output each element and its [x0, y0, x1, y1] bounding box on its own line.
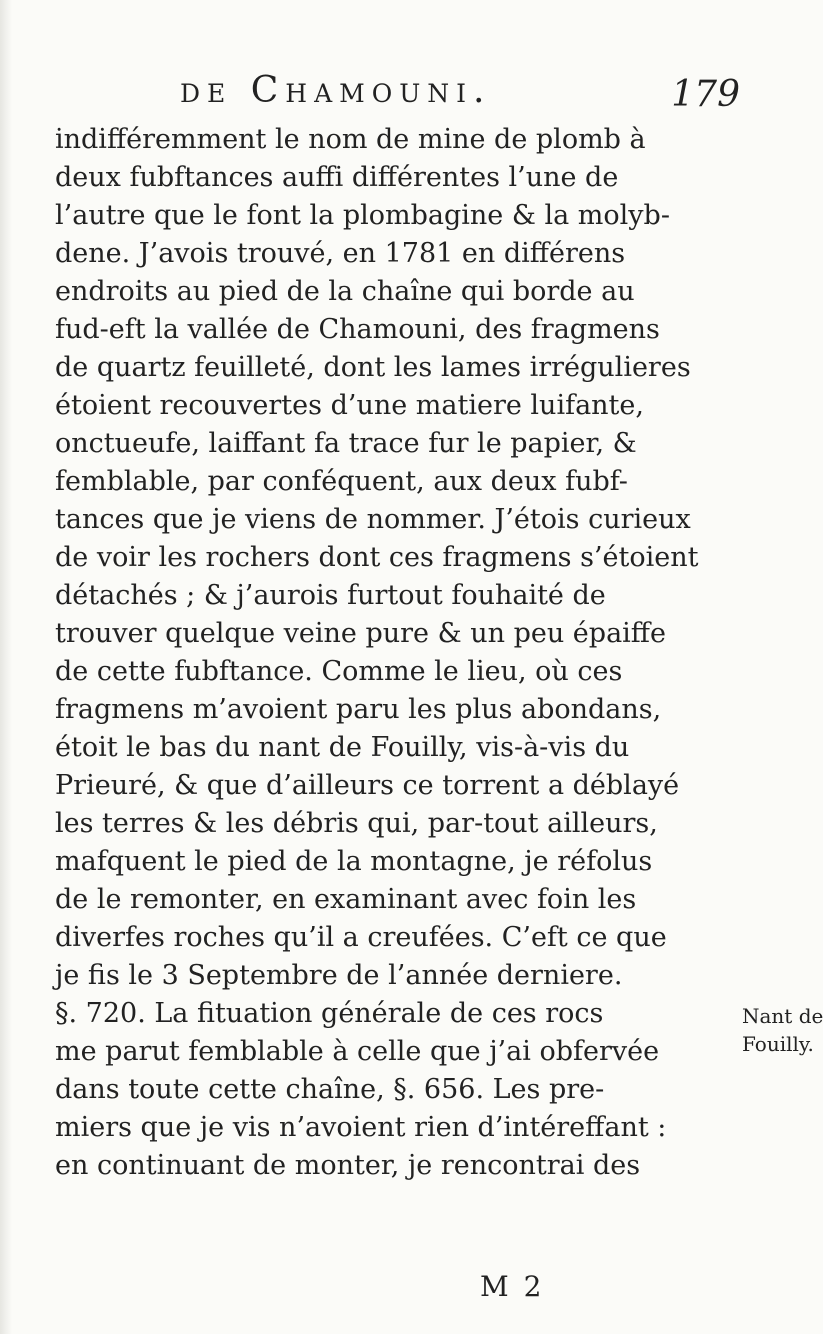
text-line: l’autre que le font la plombagine & la molyb-: [55, 200, 670, 231]
text-line: endroits au pied de la chaîne qui borde au: [55, 276, 635, 307]
text-line: tances que je viens de nommer. J’étois curieux: [55, 504, 691, 535]
text-line: je fis le 3 Septembre de l’année derniere.: [55, 960, 623, 991]
text-line: dene. J’avois trouvé, en 1781 en différens: [55, 238, 626, 269]
text-line: les terres & les débris qui, par-tout ailleurs,: [55, 808, 658, 839]
text-line: onctueufe, laiffant fa trace fur le papier, &: [55, 428, 637, 459]
text-line: de cette fubftance. Comme le lieu, où ces: [55, 656, 623, 687]
text-line: de quartz feuilleté, dont les lames irrégulieres: [55, 352, 691, 383]
text-line: deux fubftances auffi différentes l’une de: [55, 162, 619, 193]
text-line: indifféremment le nom de mine de plomb à: [55, 124, 646, 155]
text-line: fragmens m’avoient paru les plus abondans,: [55, 694, 662, 725]
text-line: dans toute cette chaîne, §. 656. Les pre-: [55, 1074, 605, 1105]
text-line: en continuant de monter, je rencontrai des: [55, 1150, 641, 1181]
text-line: étoient recouvertes d’une matiere luifante,: [55, 390, 644, 421]
text-line: femblable, par conféquent, aux deux fubf-: [55, 466, 628, 497]
text-line: miers que je vis n’avoient rien d’intéreffant :: [55, 1112, 667, 1143]
text-line: Prieuré, & que d’ailleurs ce torrent a déblayé: [55, 770, 680, 801]
text-line: mafquent le pied de la montagne, je réfolus: [55, 846, 653, 877]
text-line: diverfes roches qu’il a creufées. C’eft ce que: [55, 922, 667, 953]
text-line: fud-eft la vallée de Chamouni, des fragmens: [55, 314, 660, 345]
text-line: de voir les rochers dont ces fragmens s’étoient: [55, 542, 699, 573]
text-line: trouver quelque veine pure & un peu épaiffe: [55, 618, 666, 649]
page-number: 179: [671, 74, 740, 115]
text-line: étoit le bas du nant de Fouilly, vis-à-vis du: [55, 732, 630, 763]
text-line: §. 720. La fituation générale de ces rocs: [55, 998, 604, 1029]
running-title: de Chamouni.: [180, 70, 492, 111]
margin-note-line: Fouilly.: [742, 1032, 814, 1056]
text-line: de le remonter, en examinant avec foin les: [55, 884, 637, 915]
running-header: [180, 70, 740, 120]
text-line: détachés ; & j’aurois furtout fouhaité de: [55, 580, 606, 611]
text-line: me parut femblable à celle que j’ai obfervée: [55, 1036, 660, 1067]
margin-note-line: Nant de: [742, 1004, 823, 1028]
signature-mark: M 2: [480, 1270, 545, 1303]
binding-shadow: [0, 0, 12, 1334]
